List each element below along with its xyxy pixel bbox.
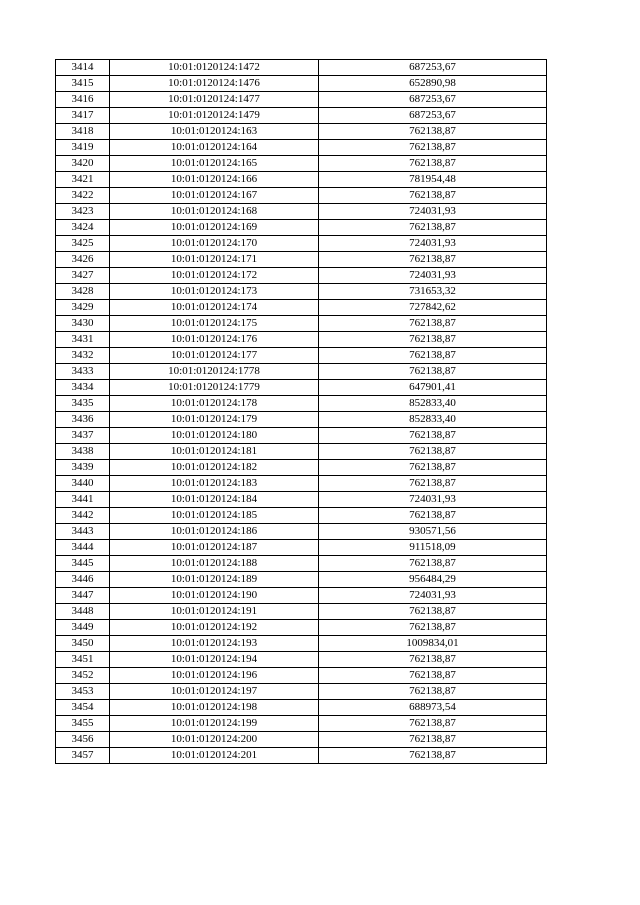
table-row	[56, 124, 547, 140]
cadastral-value-cell: 724031,93	[319, 588, 547, 604]
cadastral-number-cell: 10:01:0120124:196	[110, 668, 319, 684]
cadastral-value-cell: 724031,93	[319, 492, 547, 508]
cadastral-number-cell: 10:01:0120124:185	[110, 508, 319, 524]
cadastral-value-cell: 688973,54	[319, 700, 547, 716]
cadastral-number-cell: 10:01:0120124:1476	[110, 76, 319, 92]
table-row	[56, 540, 547, 556]
row-number-cell: 3421	[56, 172, 110, 188]
row-number-cell: 3442	[56, 508, 110, 524]
cadastral-number-cell: 10:01:0120124:192	[110, 620, 319, 636]
cadastral-number-cell: 10:01:0120124:1779	[110, 380, 319, 396]
cadastral-number-cell: 10:01:0120124:197	[110, 684, 319, 700]
cadastral-number-cell: 10:01:0120124:190	[110, 588, 319, 604]
cadastral-value-cell: 762138,87	[319, 668, 547, 684]
cadastral-number-cell: 10:01:0120124:176	[110, 332, 319, 348]
table-row	[56, 268, 547, 284]
cadastral-value-cell: 1009834,01	[319, 636, 547, 652]
table-row	[56, 236, 547, 252]
cadastral-value-cell: 781954,48	[319, 172, 547, 188]
table-row	[56, 476, 547, 492]
cadastral-number-cell: 10:01:0120124:179	[110, 412, 319, 428]
row-number-cell: 3423	[56, 204, 110, 220]
row-number-cell: 3441	[56, 492, 110, 508]
cadastral-number-cell: 10:01:0120124:174	[110, 300, 319, 316]
cadastral-number-cell: 10:01:0120124:178	[110, 396, 319, 412]
row-number-cell: 3451	[56, 652, 110, 668]
cadastral-number-cell: 10:01:0120124:180	[110, 428, 319, 444]
table-row	[56, 684, 547, 700]
row-number-cell: 3419	[56, 140, 110, 156]
cadastral-number-cell: 10:01:0120124:164	[110, 140, 319, 156]
row-number-cell: 3438	[56, 444, 110, 460]
row-number-cell: 3447	[56, 588, 110, 604]
cadastral-value-cell: 724031,93	[319, 268, 547, 284]
row-number-cell: 3429	[56, 300, 110, 316]
cadastral-value-cell: 762138,87	[319, 620, 547, 636]
cadastral-number-cell: 10:01:0120124:189	[110, 572, 319, 588]
row-number-cell: 3427	[56, 268, 110, 284]
cadastral-value-cell: 724031,93	[319, 236, 547, 252]
row-number-cell: 3420	[56, 156, 110, 172]
table-row	[56, 492, 547, 508]
cadastral-value-cell: 731653,32	[319, 284, 547, 300]
cadastral-number-cell: 10:01:0120124:173	[110, 284, 319, 300]
cadastral-number-cell: 10:01:0120124:175	[110, 316, 319, 332]
cadastral-value-cell: 762138,87	[319, 188, 547, 204]
table-row	[56, 700, 547, 716]
cadastral-value-cell: 762138,87	[319, 124, 547, 140]
cadastral-number-cell: 10:01:0120124:1472	[110, 60, 319, 76]
table-row	[56, 732, 547, 748]
table-row	[56, 412, 547, 428]
cadastral-value-cell: 762138,87	[319, 556, 547, 572]
cadastral-number-cell: 10:01:0120124:191	[110, 604, 319, 620]
cadastral-value-cell: 687253,67	[319, 92, 547, 108]
cadastral-number-cell: 10:01:0120124:199	[110, 716, 319, 732]
row-number-cell: 3436	[56, 412, 110, 428]
table-row	[56, 604, 547, 620]
row-number-cell: 3416	[56, 92, 110, 108]
row-number-cell: 3452	[56, 668, 110, 684]
cadastral-value-cell: 762138,87	[319, 348, 547, 364]
row-number-cell: 3424	[56, 220, 110, 236]
row-number-cell: 3434	[56, 380, 110, 396]
row-number-cell: 3445	[56, 556, 110, 572]
cadastral-value-cell: 652890,98	[319, 76, 547, 92]
cadastral-number-cell: 10:01:0120124:184	[110, 492, 319, 508]
cadastral-value-cell: 762138,87	[319, 140, 547, 156]
cadastral-number-cell: 10:01:0120124:1479	[110, 108, 319, 124]
cadastral-value-cell: 762138,87	[319, 748, 547, 764]
table-row	[56, 316, 547, 332]
table-row	[56, 140, 547, 156]
table-row	[56, 428, 547, 444]
row-number-cell: 3428	[56, 284, 110, 300]
table-row	[56, 668, 547, 684]
row-number-cell: 3426	[56, 252, 110, 268]
cadastral-value-cell: 762138,87	[319, 444, 547, 460]
cadastral-number-cell: 10:01:0120124:181	[110, 444, 319, 460]
cadastral-number-cell: 10:01:0120124:182	[110, 460, 319, 476]
cadastral-number-cell: 10:01:0120124:167	[110, 188, 319, 204]
table-row	[56, 444, 547, 460]
cadastral-value-table	[55, 59, 547, 764]
cadastral-value-cell: 762138,87	[319, 252, 547, 268]
cadastral-number-cell: 10:01:0120124:168	[110, 204, 319, 220]
cadastral-value-cell: 852833,40	[319, 412, 547, 428]
table-row	[56, 188, 547, 204]
cadastral-number-cell: 10:01:0120124:170	[110, 236, 319, 252]
table-row	[56, 60, 547, 76]
row-number-cell: 3453	[56, 684, 110, 700]
cadastral-value-cell: 762138,87	[319, 716, 547, 732]
row-number-cell: 3440	[56, 476, 110, 492]
row-number-cell: 3456	[56, 732, 110, 748]
cadastral-number-cell: 10:01:0120124:188	[110, 556, 319, 572]
table-row	[56, 380, 547, 396]
cadastral-number-cell: 10:01:0120124:193	[110, 636, 319, 652]
cadastral-value-cell: 911518,09	[319, 540, 547, 556]
table-row	[56, 92, 547, 108]
row-number-cell: 3449	[56, 620, 110, 636]
table-row	[56, 748, 547, 764]
table-row	[56, 364, 547, 380]
cadastral-value-cell: 762138,87	[319, 652, 547, 668]
cadastral-value-cell: 687253,67	[319, 60, 547, 76]
row-number-cell: 3446	[56, 572, 110, 588]
cadastral-value-cell: 762138,87	[319, 220, 547, 236]
cadastral-value-cell: 762138,87	[319, 316, 547, 332]
cadastral-value-cell: 762138,87	[319, 460, 547, 476]
cadastral-value-cell: 727842,62	[319, 300, 547, 316]
cadastral-number-cell: 10:01:0120124:186	[110, 524, 319, 540]
row-number-cell: 3430	[56, 316, 110, 332]
row-number-cell: 3443	[56, 524, 110, 540]
cadastral-value-cell: 852833,40	[319, 396, 547, 412]
table-row	[56, 204, 547, 220]
table-row	[56, 652, 547, 668]
cadastral-number-cell: 10:01:0120124:165	[110, 156, 319, 172]
cadastral-value-cell: 724031,93	[319, 204, 547, 220]
row-number-cell: 3433	[56, 364, 110, 380]
cadastral-value-cell: 762138,87	[319, 732, 547, 748]
cadastral-value-cell: 762138,87	[319, 604, 547, 620]
cadastral-value-cell: 762138,87	[319, 508, 547, 524]
cadastral-value-cell: 762138,87	[319, 476, 547, 492]
table-row	[56, 636, 547, 652]
cadastral-number-cell: 10:01:0120124:183	[110, 476, 319, 492]
table-row	[56, 108, 547, 124]
cadastral-value-cell: 930571,56	[319, 524, 547, 540]
cadastral-number-cell: 10:01:0120124:201	[110, 748, 319, 764]
row-number-cell: 3417	[56, 108, 110, 124]
cadastral-number-cell: 10:01:0120124:171	[110, 252, 319, 268]
table-row	[56, 460, 547, 476]
cadastral-number-cell: 10:01:0120124:177	[110, 348, 319, 364]
cadastral-value-cell: 687253,67	[319, 108, 547, 124]
cadastral-number-cell: 10:01:0120124:198	[110, 700, 319, 716]
cadastral-value-cell: 762138,87	[319, 684, 547, 700]
table-row	[56, 588, 547, 604]
cadastral-number-cell: 10:01:0120124:169	[110, 220, 319, 236]
cadastral-number-cell: 10:01:0120124:187	[110, 540, 319, 556]
cadastral-value-cell: 762138,87	[319, 364, 547, 380]
cadastral-number-cell: 10:01:0120124:1477	[110, 92, 319, 108]
cadastral-number-cell: 10:01:0120124:166	[110, 172, 319, 188]
cadastral-number-cell: 10:01:0120124:200	[110, 732, 319, 748]
table-row	[56, 620, 547, 636]
table-row	[56, 716, 547, 732]
row-number-cell: 3450	[56, 636, 110, 652]
row-number-cell: 3454	[56, 700, 110, 716]
table-row	[56, 156, 547, 172]
row-number-cell: 3455	[56, 716, 110, 732]
row-number-cell: 3418	[56, 124, 110, 140]
row-number-cell: 3422	[56, 188, 110, 204]
table-row	[56, 300, 547, 316]
row-number-cell: 3414	[56, 60, 110, 76]
table-row	[56, 172, 547, 188]
row-number-cell: 3415	[56, 76, 110, 92]
row-number-cell: 3432	[56, 348, 110, 364]
cadastral-value-cell: 762138,87	[319, 332, 547, 348]
table-row	[56, 572, 547, 588]
cadastral-number-cell: 10:01:0120124:172	[110, 268, 319, 284]
cadastral-value-cell: 956484,29	[319, 572, 547, 588]
table-row	[56, 524, 547, 540]
row-number-cell: 3448	[56, 604, 110, 620]
cadastral-value-cell: 762138,87	[319, 156, 547, 172]
table-row	[56, 396, 547, 412]
table-row	[56, 348, 547, 364]
cadastral-number-cell: 10:01:0120124:194	[110, 652, 319, 668]
cadastral-value-cell: 762138,87	[319, 428, 547, 444]
row-number-cell: 3437	[56, 428, 110, 444]
table-row	[56, 76, 547, 92]
table-row	[56, 332, 547, 348]
row-number-cell: 3425	[56, 236, 110, 252]
row-number-cell: 3439	[56, 460, 110, 476]
table-row	[56, 284, 547, 300]
table-row	[56, 508, 547, 524]
table-row	[56, 252, 547, 268]
cadastral-number-cell: 10:01:0120124:163	[110, 124, 319, 140]
table-row	[56, 220, 547, 236]
cadastral-value-cell: 647901,41	[319, 380, 547, 396]
row-number-cell: 3435	[56, 396, 110, 412]
row-number-cell: 3457	[56, 748, 110, 764]
table-body	[56, 60, 547, 764]
table-row	[56, 556, 547, 572]
cadastral-number-cell: 10:01:0120124:1778	[110, 364, 319, 380]
row-number-cell: 3444	[56, 540, 110, 556]
row-number-cell: 3431	[56, 332, 110, 348]
